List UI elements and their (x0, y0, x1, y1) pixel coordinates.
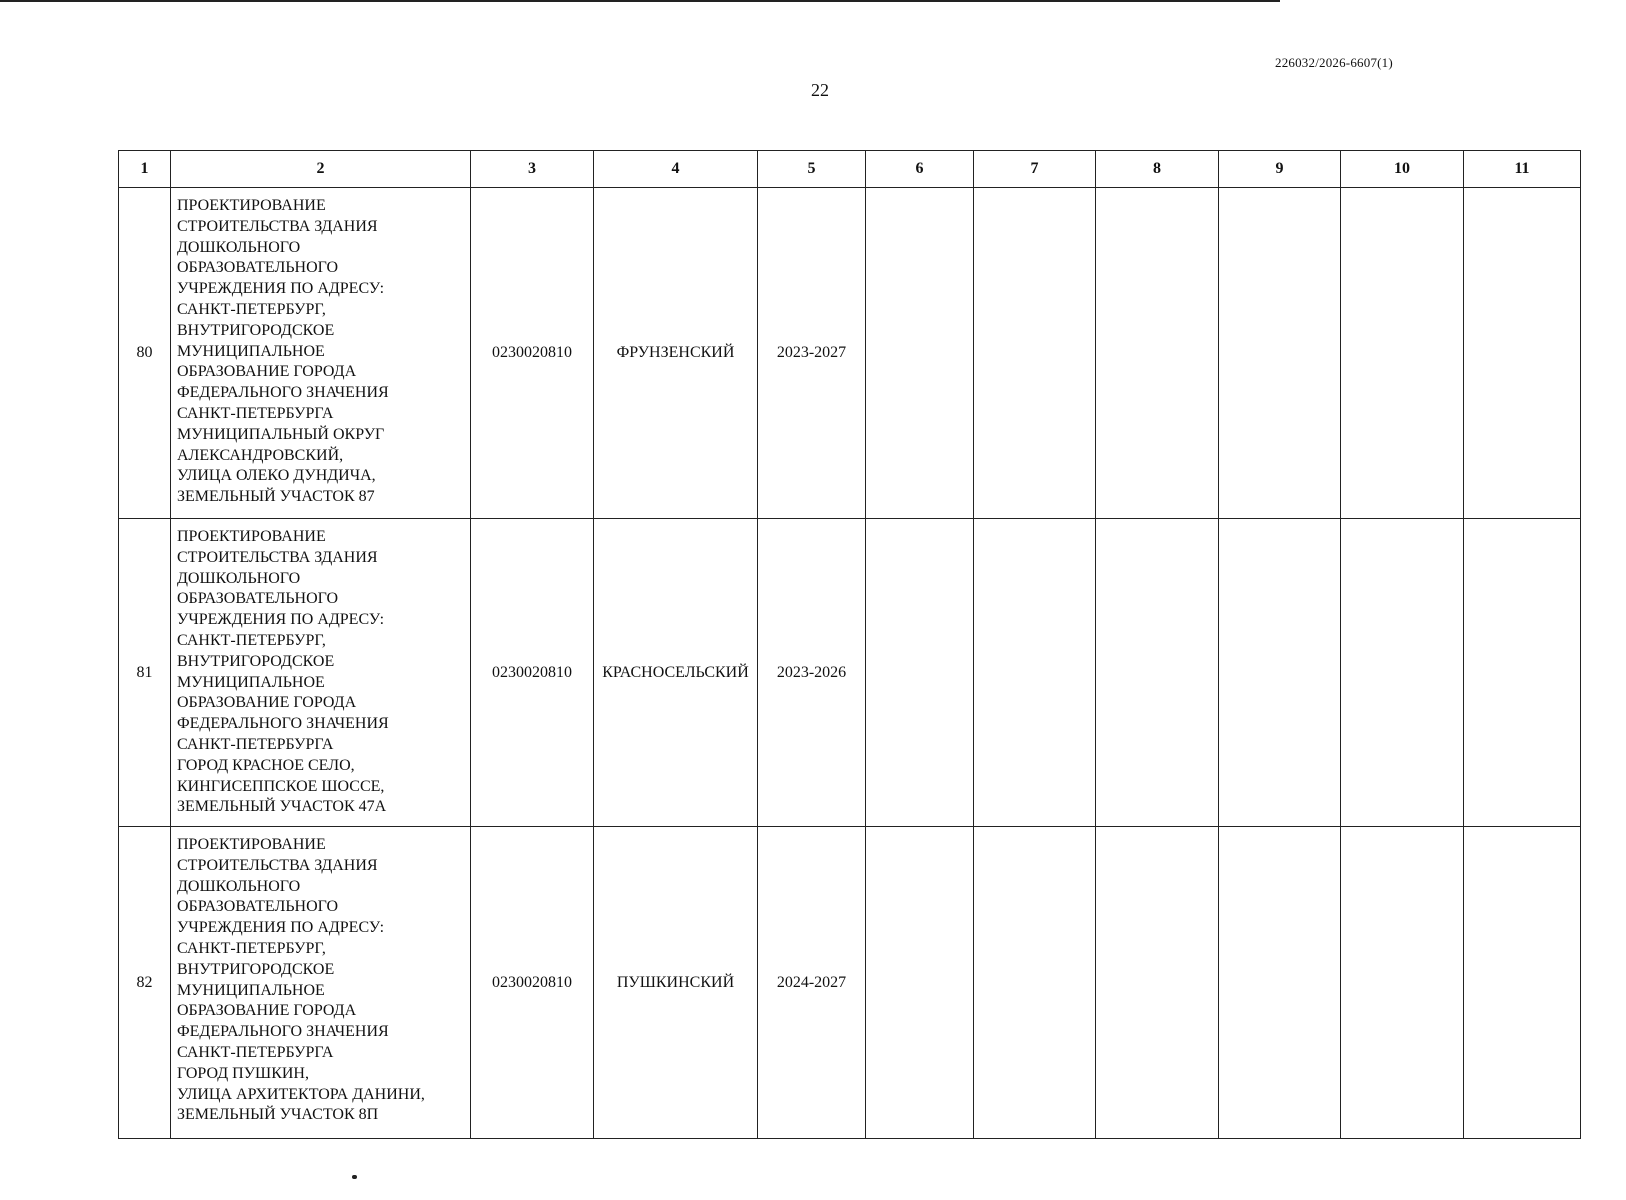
empty-cell (1219, 827, 1341, 1139)
column-header: 1 (119, 151, 171, 188)
budget-code: 0230020810 (471, 519, 594, 827)
empty-cell (974, 519, 1096, 827)
column-header: 6 (866, 151, 974, 188)
object-description: ПРОЕКТИРОВАНИЕ СТРОИТЕЛЬСТВА ЗДАНИЯ ДОШКОЛЬНОГО ОБРАЗОВАТЕЛЬНОГО УЧРЕЖДЕНИЯ ПО АДРЕСУ: САНКТ-ПЕТЕРБУРГ, ВНУТРИГОРОДСКОЕ МУНИЦИПАЛЬНОЕ ОБРАЗОВАНИЕ ГОРОДА ФЕДЕРАЛЬНОГО ЗНАЧЕНИЯ САНКТ-ПЕТЕРБУРГА ГОРОД КРАСНОЕ СЕЛО, КИНГИСЕППСКОЕ ШОССЕ, ЗЕМЕЛЬНЫЙ УЧАСТОК 47А (171, 519, 471, 827)
district-name: КРАСНОСЕЛЬСКИЙ (594, 519, 758, 827)
district-name: ФРУНЗЕНСКИЙ (594, 188, 758, 519)
empty-cell (866, 827, 974, 1139)
column-header: 5 (758, 151, 866, 188)
empty-cell (1096, 188, 1219, 519)
column-header: 4 (594, 151, 758, 188)
object-description: ПРОЕКТИРОВАНИЕ СТРОИТЕЛЬСТВА ЗДАНИЯ ДОШКОЛЬНОГО ОБРАЗОВАТЕЛЬНОГО УЧРЕЖДЕНИЯ ПО АДРЕСУ: САНКТ-ПЕТЕРБУРГ, ВНУТРИГОРОДСКОЕ МУНИЦИПАЛЬНОЕ ОБРАЗОВАНИЕ ГОРОДА ФЕДЕРАЛЬНОГО ЗНАЧЕНИЯ САНКТ-ПЕТЕРБУРГА ГОРОД ПУШКИН, УЛИЦА АРХИТЕКТОРА ДАНИНИ, ЗЕМЕЛЬНЫЙ УЧАСТОК 8П (171, 827, 471, 1139)
empty-cell (1464, 519, 1581, 827)
empty-cell (1096, 519, 1219, 827)
empty-cell (1341, 519, 1464, 827)
empty-cell (974, 188, 1096, 519)
empty-cell (866, 188, 974, 519)
top-scan-rule (0, 0, 1280, 2)
row-number: 81 (119, 519, 171, 827)
row-number: 82 (119, 827, 171, 1139)
period: 2023-2027 (758, 188, 866, 519)
column-header: 10 (1341, 151, 1464, 188)
column-header: 11 (1464, 151, 1581, 188)
district-name: ПУШКИНСКИЙ (594, 827, 758, 1139)
table-row (119, 188, 1581, 519)
empty-cell (1219, 519, 1341, 827)
empty-cell (1219, 188, 1341, 519)
empty-cell (1464, 188, 1581, 519)
column-header: 9 (1219, 151, 1341, 188)
row-number: 80 (119, 188, 171, 519)
budget-code: 0230020810 (471, 188, 594, 519)
column-header: 2 (171, 151, 471, 188)
period: 2023-2026 (758, 519, 866, 827)
scan-mark (352, 1175, 357, 1179)
budget-code: 0230020810 (471, 827, 594, 1139)
empty-cell (866, 519, 974, 827)
table-row (119, 519, 1581, 827)
empty-cell (1464, 827, 1581, 1139)
table-row (119, 827, 1581, 1139)
table-header-row (119, 151, 1581, 188)
empty-cell (1341, 827, 1464, 1139)
empty-cell (1096, 827, 1219, 1139)
registry-table (118, 150, 1581, 1139)
column-header: 3 (471, 151, 594, 188)
document-number: 226032/2026-6607(1) (1275, 55, 1393, 70)
column-header: 7 (974, 151, 1096, 188)
period: 2024-2027 (758, 827, 866, 1139)
column-header: 8 (1096, 151, 1219, 188)
empty-cell (1341, 188, 1464, 519)
page-number: 22 (811, 80, 829, 100)
object-description: ПРОЕКТИРОВАНИЕ СТРОИТЕЛЬСТВА ЗДАНИЯ ДОШКОЛЬНОГО ОБРАЗОВАТЕЛЬНОГО УЧРЕЖДЕНИЯ ПО АДРЕСУ: САНКТ-ПЕТЕРБУРГ, ВНУТРИГОРОДСКОЕ МУНИЦИПАЛЬНОЕ ОБРАЗОВАНИЕ ГОРОДА ФЕДЕРАЛЬНОГО ЗНАЧЕНИЯ САНКТ-ПЕТЕРБУРГА МУНИЦИПАЛЬНЫЙ ОКРУГ АЛЕКСАНДРОВСКИЙ, УЛИЦА ОЛЕКО ДУНДИЧА, ЗЕМЕЛЬНЫЙ УЧАСТОК 87 (171, 188, 471, 519)
empty-cell (974, 827, 1096, 1139)
